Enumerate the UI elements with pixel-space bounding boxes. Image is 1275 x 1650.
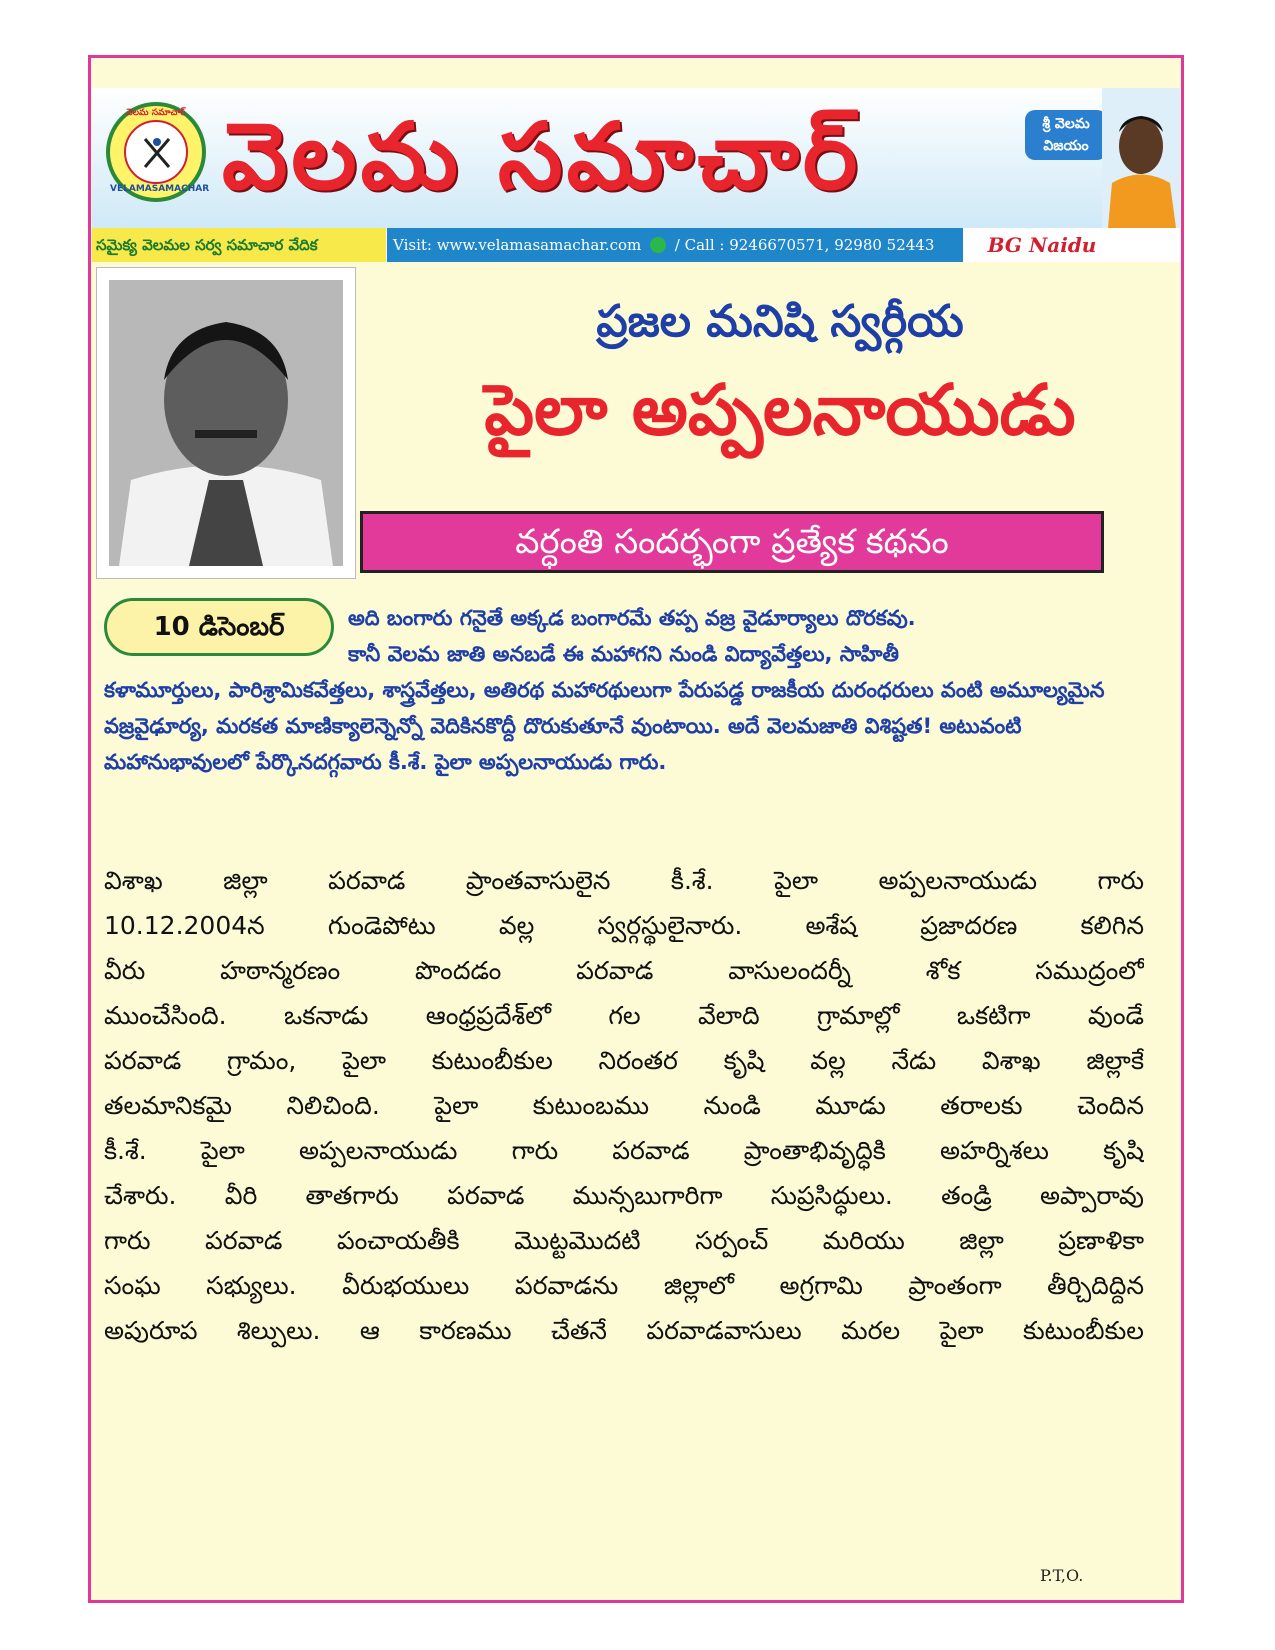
portrait-image bbox=[109, 280, 343, 566]
editor-portrait bbox=[1102, 88, 1180, 228]
masthead-banner bbox=[92, 88, 1180, 228]
whatsapp-icon bbox=[650, 237, 666, 253]
body-line: తలమానికమై నిలిచింది. పైలా కుటుంబము నుండి మూడు తరాలకు చెందిన bbox=[104, 1091, 1144, 1120]
intro-line: కళామూర్తులు, పారిశ్రామికవేత్తలు, శాస్త్రవేత్తలు, అతిరథ మహారథులుగా పేరుపడ్డ రాజకీయ bbox=[104, 678, 825, 702]
body-line: పరవాడ గ్రామం, పైలా కుటుంబీకుల నిరంతర కృషి వల్ల నేడు విశాఖ జిల్లాకే bbox=[104, 1046, 1144, 1075]
logo-top-text: వెలమ సమాచార్ bbox=[126, 108, 186, 118]
date-badge: 10 డిసెంబర్ bbox=[104, 598, 334, 656]
body-line: ముంచేసింది. ఒకనాడు ఆంధ్రప్రదేశ్‌లో గల వేలాది గ్రామాల్లో ఒకటిగా వుండే bbox=[104, 1001, 1144, 1030]
publication-title: వెలమ సమాచార్ bbox=[222, 102, 862, 210]
intro-line: కానీ వెలమ జాతి అనబడే ఈ మహాగని నుండి విద్యావేత్తలు, సాహితీ bbox=[348, 642, 899, 666]
body-line: కీ.శే. పైలా అప్పలనాయుడు గారు పరవాడ ప్రాంతాభివృద్ధికి అహర్నిశలు కృషి bbox=[104, 1136, 1144, 1165]
body-line: అపురూప శిల్పులు. ఆ కారణము చేతనే పరవాడవాసులు మరల పైలా కుటుంబీకుల bbox=[104, 1316, 1144, 1345]
headline-line-1: ప్రజల మనిషి స్వర్గీయ bbox=[596, 296, 964, 347]
call-numbers: / Call : 9246670571, 92980 52443 bbox=[674, 236, 935, 254]
intro-line: పేర్కొనదగ్గవారు కీ.శే. పైలా అప్పలనాయుడు గారు. bbox=[256, 750, 667, 774]
website-link[interactable]: Visit: www.velamasamachar.com bbox=[393, 236, 642, 254]
body-line: చేశారు. వీరి తాతగారు పరవాడ మున్సబుగారిగా సుప్రసిద్ధులు. తండ్రి అప్పారావు bbox=[104, 1181, 1144, 1210]
publication-logo bbox=[106, 102, 210, 202]
logo-bottom-text: VELAMASAMACHAR bbox=[110, 184, 210, 194]
subheading-banner: వర్ధంతి సందర్భంగా ప్రత్యేక కథనం bbox=[360, 511, 1104, 573]
body-line: విశాఖ జిల్లా పరవాడ ప్రాంతవాసులైన కీ.శే. పైలా అప్పలనాయుడు గారు bbox=[104, 866, 1144, 895]
page-turn-note: P.T,O. bbox=[1040, 1566, 1084, 1585]
contact-bar bbox=[387, 228, 963, 262]
intro-line: దొరుకుతూనే వుంటాయి. అదే వెలమజాతి విశిష్టత! అటువంటి మహానుభావులలో bbox=[104, 714, 1022, 774]
tagline: సమైక్య వెలమల సర్వ సమాచార వేదిక bbox=[92, 228, 386, 262]
edition-badge: శ్రీ వెలమ విజయం bbox=[1025, 110, 1107, 160]
editor-name: BG Naidu bbox=[987, 233, 1097, 257]
headline-line-2: పైలా అప్పలనాయుడు bbox=[484, 369, 1076, 451]
subject-photo bbox=[96, 267, 356, 579]
body-line: సంఘ సభ్యులు. వీరుభయులు పరవాడను జిల్లాలో అగ్రగామి ప్రాంతంగా తీర్చిదిద్దిన bbox=[104, 1271, 1144, 1300]
body-line: గారు పరవాడ పంచాయతీకి మొట్టమొదటి సర్పంచ్ మరియు జిల్లా ప్రణాళికా bbox=[104, 1226, 1144, 1255]
body-line: 10.12.2004న గుండెపోటు వల్ల స్వర్గస్థులైనారు. అశేష ప్రజాదరణ కలిగిన bbox=[104, 911, 1144, 940]
logo-emblem bbox=[124, 120, 188, 184]
intro-paragraph bbox=[104, 600, 1144, 780]
intro-line: అది బంగారు గనైతే అక్కడ బంగారమే తప్ప వజ్ర వైడూర్యాలు దొరకవు. bbox=[348, 606, 916, 630]
body-line: వీరు హఠాన్మరణం పొందడం పరవాడ వాసులందర్నీ శోక సముద్రంలో bbox=[104, 956, 1144, 985]
header-info-strip bbox=[92, 228, 1180, 262]
crossed-swords-icon bbox=[142, 136, 172, 170]
intro-line: దురంధరులు వంటి అమూల్యమైన వజ్రవైఢూర్య, మరకత మాణిక్యాలెన్నెన్నో వెదికినకొద్దీ bbox=[104, 678, 1105, 738]
article-body bbox=[104, 858, 1144, 1353]
